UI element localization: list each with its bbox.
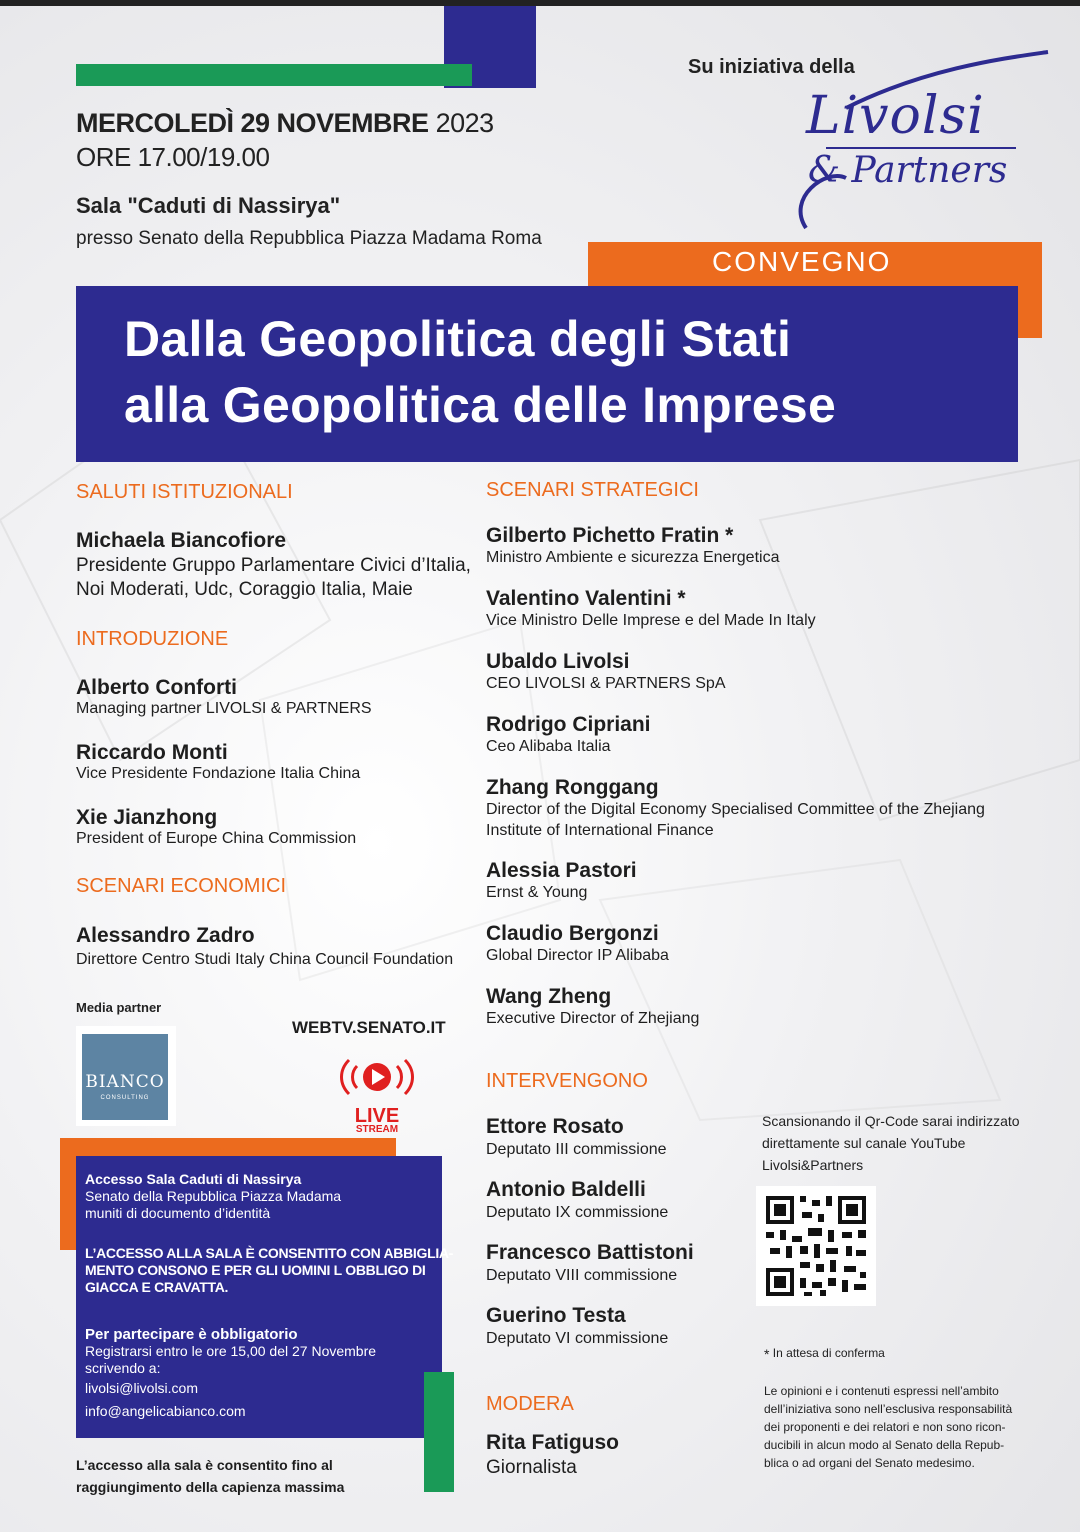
registration-text: Per partecipare è obbligatorio Registrarsi entro le ore 15,00 del 27 Novembre scrivendo a: xyxy=(85,1326,377,1376)
closing-note: L’accesso alla sala è consentito fino al raggiungimento della capienza massima xyxy=(76,1457,345,1495)
event-venue-address: presso Senato della Repubblica Piazza Madama Roma xyxy=(76,228,542,249)
green-accent-bottom xyxy=(424,1372,454,1492)
speaker-role: Deputato VI commissione xyxy=(486,1330,669,1347)
media-partner-label: Media partner xyxy=(76,1000,162,1015)
email-angelicabianco[interactable]: info@angelicabianco.com xyxy=(85,1403,246,1419)
speaker-name: Francesco Battistoni xyxy=(486,1241,694,1264)
speaker-name: Ubaldo Livolsi xyxy=(486,650,630,673)
live-stream-icon[interactable] xyxy=(335,1052,419,1135)
speaker-role: Vice Presidente Fondazione Italia China xyxy=(76,765,361,782)
webtv-link[interactable]: WEBTV.SENATO.IT xyxy=(292,1018,446,1037)
speaker-role: Direttore Centro Studi Italy China Council Foundation xyxy=(76,951,454,968)
logo-partners: & Partners xyxy=(808,150,1008,191)
speaker-role: Ceo Alibaba Italia xyxy=(486,738,611,755)
section-heading-modera: MODERA xyxy=(486,1393,574,1415)
bianco-logo-text: BIANCO xyxy=(85,1072,165,1092)
speaker-name: Alberto Conforti xyxy=(76,676,237,699)
section-heading-introduzione: INTRODUZIONE xyxy=(76,628,229,650)
event-date: MERCOLEDÌ 29 NOVEMBRE 2023 xyxy=(76,108,494,138)
speaker-name: Ettore Rosato xyxy=(486,1115,624,1138)
speaker-role: Ministro Ambiente e sicurezza Energetica xyxy=(486,549,780,566)
section-heading-saluti: SALUTI ISTITUZIONALI xyxy=(76,481,293,503)
live-label: LIVE xyxy=(354,1105,400,1127)
speaker-role: Deputato VIII commissione xyxy=(486,1267,678,1284)
speaker-role: Executive Director of Zhejiang xyxy=(486,1010,700,1027)
speaker-name: Zhang Ronggang xyxy=(486,776,659,799)
access-info-text: Accesso Sala Caduti di Nassirya Senato della Repubblica Piazza Madama muniti di documento d’identità xyxy=(85,1171,342,1221)
section-heading-scenari-strategici: SCENARI STRATEGICI xyxy=(486,479,699,501)
speaker-name: Alessia Pastori xyxy=(486,859,637,882)
stream-label: STREAM xyxy=(355,1124,399,1135)
speaker-role: President of Europe China Commission xyxy=(76,830,357,847)
speaker-name: Michaela Biancofiore xyxy=(76,529,287,552)
speaker-role: Managing partner LIVOLSI & PARTNERS xyxy=(76,700,372,717)
speaker-role: CEO LIVOLSI & PARTNERS SpA xyxy=(486,675,726,692)
dress-code-text: L’ACCESSO ALLA SALA È CONSENTITO CON ABBIGLIA- MENTO CONSONO E PER GLI UOMINI L OBBLIGO DI GIACCA E CRAVATTA. xyxy=(85,1245,454,1295)
speaker-name: Riccardo Monti xyxy=(76,741,228,764)
qr-instructions: Scansionando il Qr-Code sarai indirizzato direttamente sul canale YouTube Livolsi&Partners xyxy=(762,1113,1020,1173)
speaker-role: Ernst & Young xyxy=(486,884,588,901)
event-time: ORE 17.00/19.00 xyxy=(76,142,270,172)
speaker-name: Xie Jianzhong xyxy=(76,806,218,829)
speaker-name: Rita Fatiguso xyxy=(486,1431,620,1454)
top-border xyxy=(0,0,1080,6)
speaker-name: Valentino Valentini * xyxy=(486,587,686,610)
speaker-name: Claudio Bergonzi xyxy=(486,922,659,945)
speaker-role: Global Director IP Alibaba xyxy=(486,947,669,964)
logo-livolsi: Livolsi xyxy=(806,86,985,146)
email-livolsi[interactable]: livolsi@livolsi.com xyxy=(85,1380,199,1396)
speaker-role: Deputato III commissione xyxy=(486,1141,667,1158)
speaker-role: Vice Ministro Delle Imprese e del Made In Italy xyxy=(486,612,816,629)
confirmation-note: * In attesa di conferma xyxy=(764,1346,885,1362)
speaker-role: Presidente Gruppo Parlamentare Civici d’Italia, Noi Moderati, Udc, Coraggio Italia, Maie xyxy=(76,555,471,600)
speaker-name: Gilberto Pichetto Fratin * xyxy=(486,524,734,547)
speaker-name: Antonio Baldelli xyxy=(486,1178,646,1201)
event-venue: Sala "Caduti di Nassirya" xyxy=(76,193,341,218)
speaker-role: Deputato IX commissione xyxy=(486,1204,669,1221)
speaker-name: Alessandro Zadro xyxy=(76,924,255,947)
speaker-role: Giornalista xyxy=(486,1457,577,1478)
orange-accent-side xyxy=(1018,242,1042,338)
info-orange-bar xyxy=(60,1138,396,1158)
play-icon xyxy=(335,1052,419,1102)
speaker-name: Guerino Testa xyxy=(486,1304,626,1327)
qr-code[interactable] xyxy=(756,1186,876,1306)
initiative-label: Su iniziativa della xyxy=(688,56,855,78)
disclaimer-text: Le opinioni e i contenuti espressi nell’ambito dell’iniziativa sono nell’esclusiva responsabilità dei proponenti e dei relatori e non sono ricon- ducibili in alcun modo al Senato della Repub- blica o ad organi del Senato medesimo. xyxy=(764,1384,1013,1470)
speaker-name: Rodrigo Cipriani xyxy=(486,713,651,736)
section-heading-scenari-economici: SCENARI ECONOMICI xyxy=(76,875,287,897)
convegno-label: CONVEGNO xyxy=(712,246,892,277)
speaker-name: Wang Zheng xyxy=(486,985,612,1008)
event-title: Dalla Geopolitica degli Stati alla Geopolitica delle Imprese xyxy=(124,311,837,433)
green-accent-bar xyxy=(76,64,472,86)
section-heading-intervengono: INTERVENGONO xyxy=(486,1070,648,1092)
speaker-role: Director of the Digital Economy Specialised Committee of the Zhejiang Institute of International Finance xyxy=(486,801,985,839)
bianco-logo-subtext: CONSULTING xyxy=(100,1095,150,1101)
